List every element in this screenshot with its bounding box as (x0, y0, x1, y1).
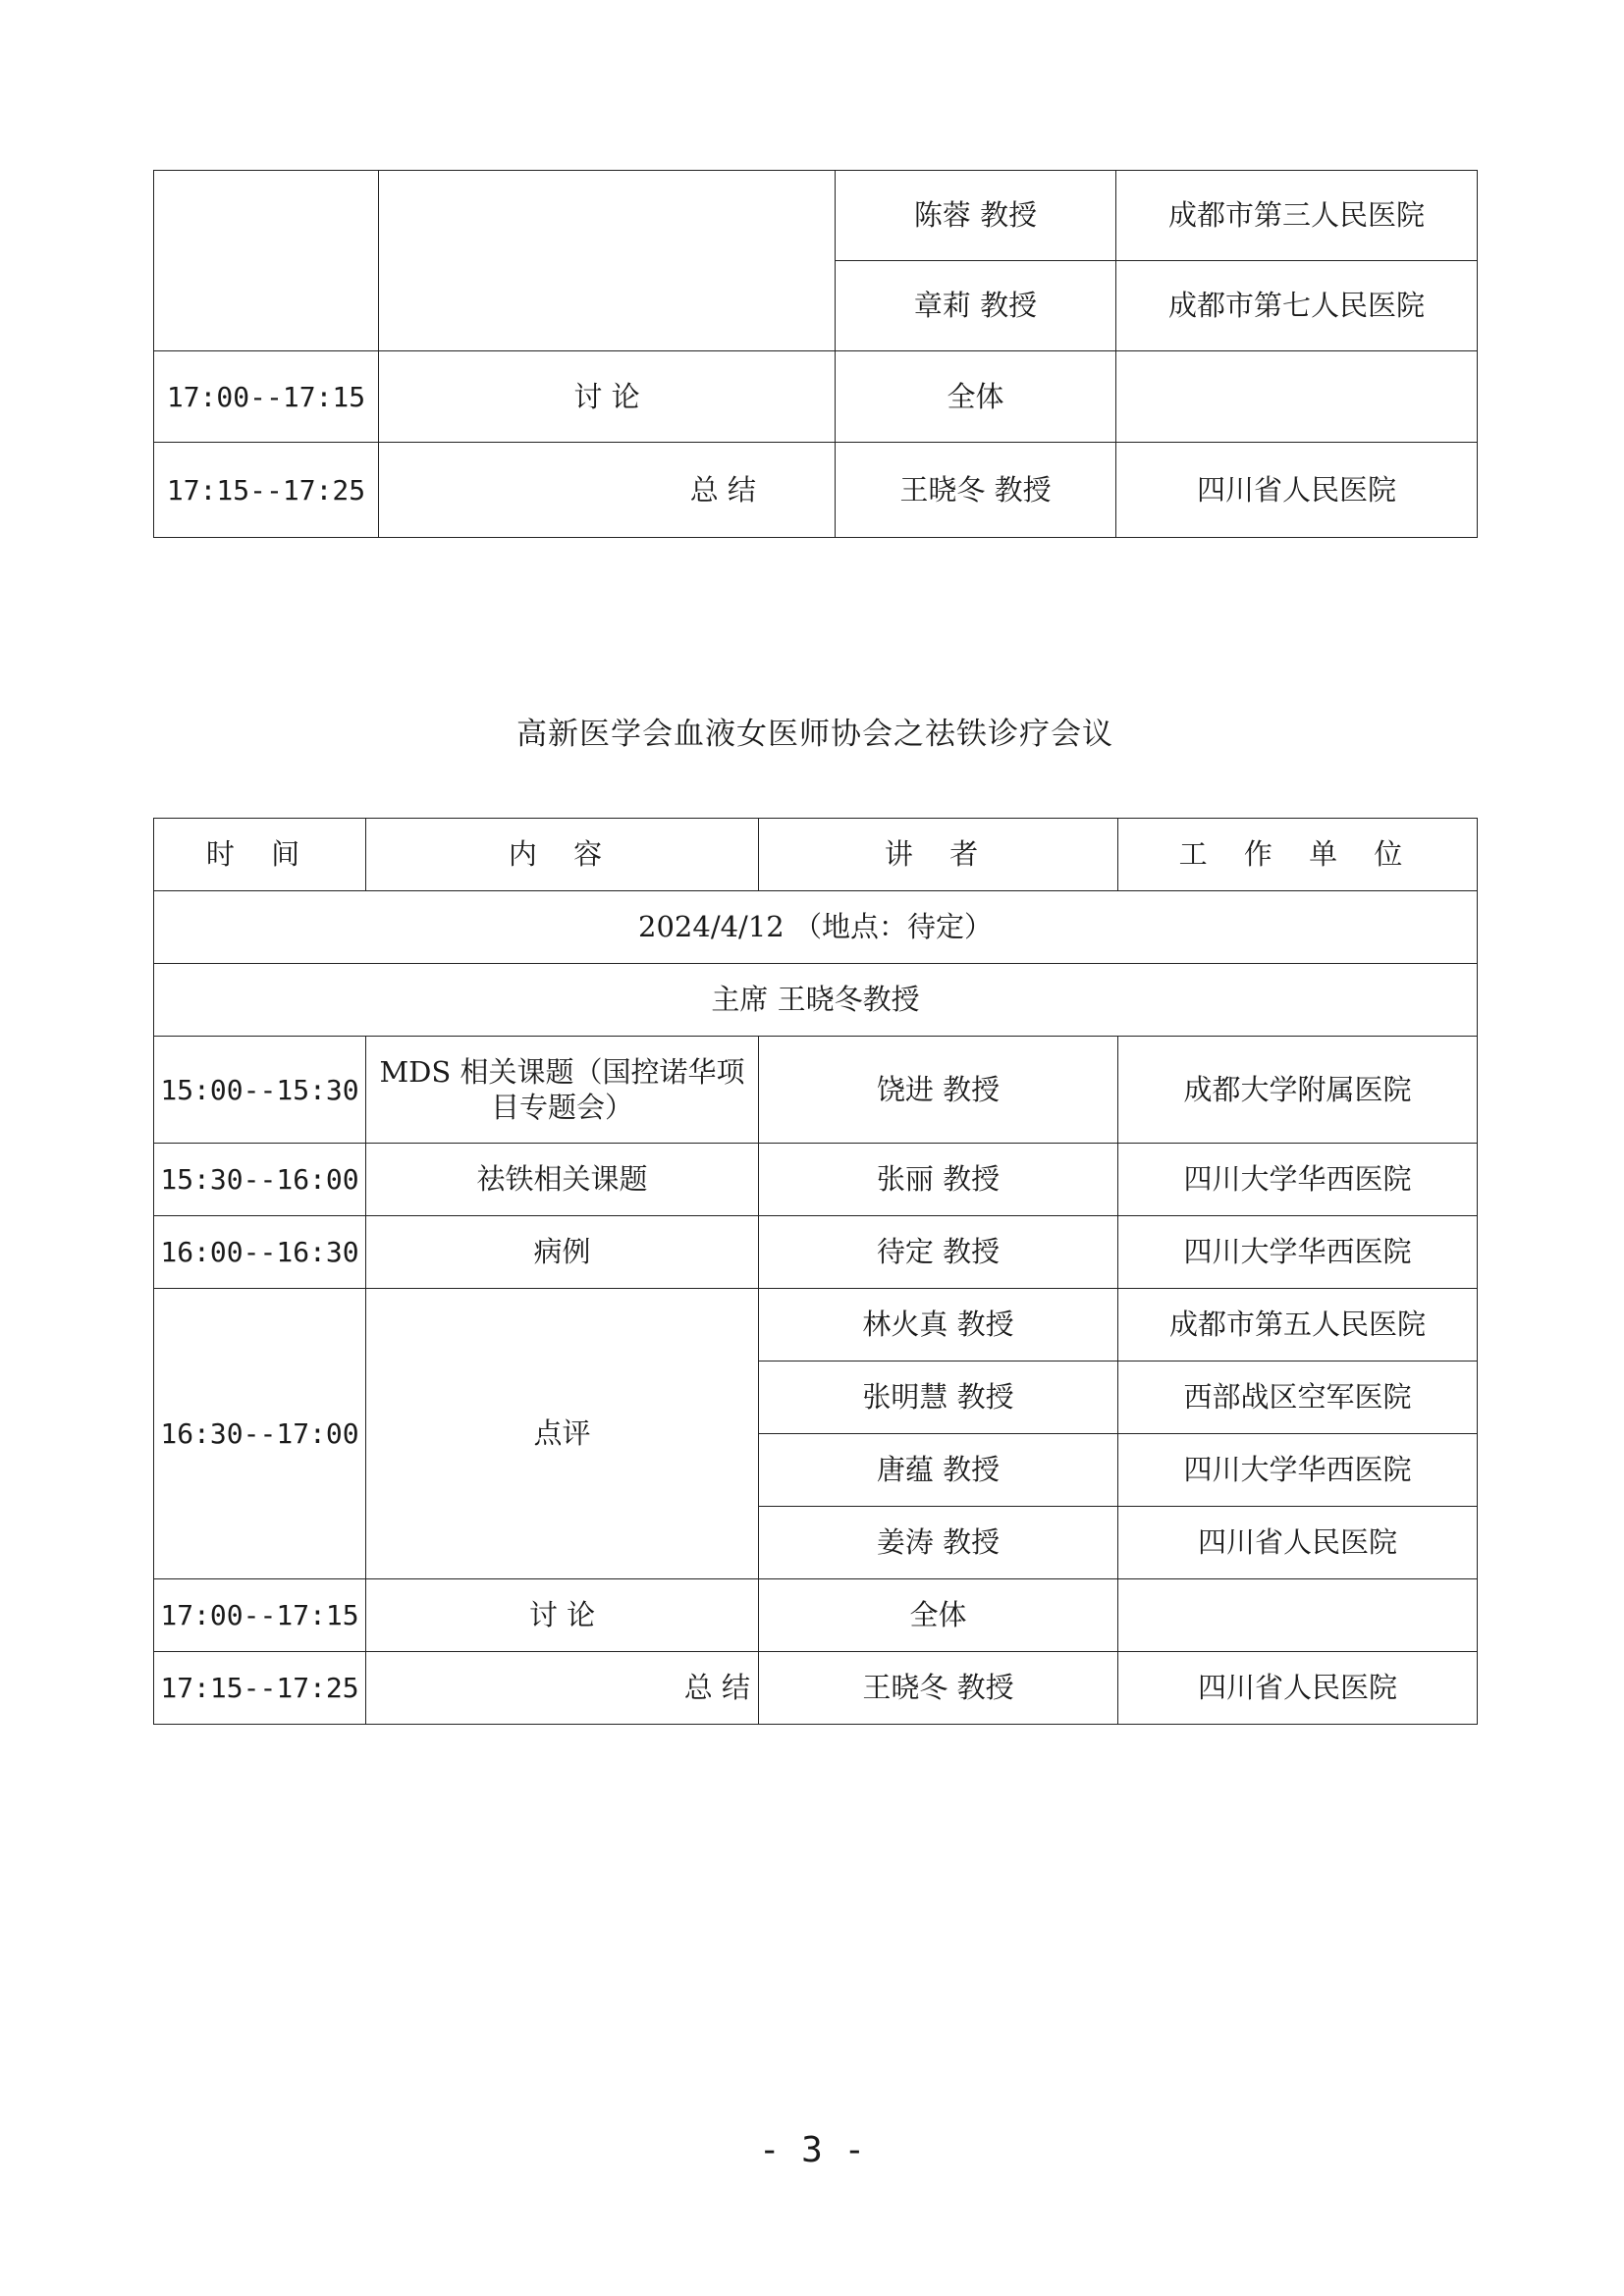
time-cell (154, 171, 379, 351)
speaker-cell: 张明慧 教授 (759, 1362, 1118, 1434)
header-time: 时 间 (154, 819, 366, 891)
time-cell: 17:00--17:15 (154, 1579, 366, 1652)
table-row (154, 1216, 1478, 1289)
speaker-cell: 饶进 教授 (759, 1037, 1118, 1144)
unit-cell: 四川大学华西医院 (1118, 1216, 1478, 1289)
speaker-cell: 待定 教授 (759, 1216, 1118, 1289)
speaker-cell: 陈蓉 教授 (836, 171, 1116, 261)
table-row (154, 1144, 1478, 1216)
table-row (154, 1579, 1478, 1652)
meeting-schedule-table (153, 818, 1478, 1725)
unit-cell: 成都市第三人民医院 (1116, 171, 1478, 261)
time-cell: 16:00--16:30 (154, 1216, 366, 1289)
table-row (154, 1652, 1478, 1725)
chair-row (154, 964, 1478, 1037)
time-cell: 17:15--17:25 (154, 443, 379, 538)
unit-cell: 四川省人民医院 (1118, 1507, 1478, 1579)
chair: 主席 王晓冬教授 (154, 964, 1478, 1037)
content-cell: 总 结 (366, 1652, 759, 1725)
content-cell: 总 结 (379, 443, 836, 538)
content-cell: 点评 (366, 1289, 759, 1579)
unit-cell: 四川大学华西医院 (1118, 1434, 1478, 1507)
top-schedule-table (153, 170, 1478, 538)
table-header-row (154, 819, 1478, 891)
speaker-cell: 全体 (759, 1579, 1118, 1652)
speaker-cell: 张丽 教授 (759, 1144, 1118, 1216)
time-cell: 16:30--17:00 (154, 1289, 366, 1579)
speaker-cell: 王晓冬 教授 (759, 1652, 1118, 1725)
content-cell: 病例 (366, 1216, 759, 1289)
content-cell (379, 171, 836, 351)
table-row (154, 351, 1478, 443)
time-cell: 15:00--15:30 (154, 1037, 366, 1144)
header-content: 内 容 (366, 819, 759, 891)
unit-cell: 西部战区空军医院 (1118, 1362, 1478, 1434)
time-cell: 15:30--16:00 (154, 1144, 366, 1216)
unit-cell: 成都市第七人民医院 (1116, 261, 1478, 351)
table-row (154, 443, 1478, 538)
speaker-cell: 章莉 教授 (836, 261, 1116, 351)
unit-cell (1118, 1579, 1478, 1652)
time-cell: 17:15--17:25 (154, 1652, 366, 1725)
date-row (154, 891, 1478, 964)
unit-cell: 四川大学华西医院 (1118, 1144, 1478, 1216)
section-title: 高新医学会血液女医师协会之祛铁诊疗会议 (516, 717, 1113, 752)
unit-cell (1116, 351, 1478, 443)
speaker-cell: 全体 (836, 351, 1116, 443)
content-cell: 讨 论 (366, 1579, 759, 1652)
speaker-cell: 姜涛 教授 (759, 1507, 1118, 1579)
unit-cell: 四川省人民医院 (1118, 1652, 1478, 1725)
content-cell: MDS 相关课题（国控诺华项目专题会） (366, 1037, 759, 1144)
unit-cell: 成都大学附属医院 (1118, 1037, 1478, 1144)
unit-cell: 四川省人民医院 (1116, 443, 1478, 538)
date-location: 2024/4/12 （地点：待定） (154, 891, 1478, 964)
content-cell: 祛铁相关课题 (366, 1144, 759, 1216)
table-row (154, 1037, 1478, 1144)
header-speaker: 讲 者 (759, 819, 1118, 891)
table-row (154, 1289, 1478, 1362)
content-cell: 讨 论 (379, 351, 836, 443)
time-cell: 17:00--17:15 (154, 351, 379, 443)
speaker-cell: 林火真 教授 (759, 1289, 1118, 1362)
speaker-cell: 王晓冬 教授 (836, 443, 1116, 538)
page-number: - 3 - (758, 2130, 866, 2170)
table-row (154, 171, 1478, 261)
unit-cell: 成都市第五人民医院 (1118, 1289, 1478, 1362)
header-unit: 工 作 单 位 (1118, 819, 1478, 891)
speaker-cell: 唐蕴 教授 (759, 1434, 1118, 1507)
